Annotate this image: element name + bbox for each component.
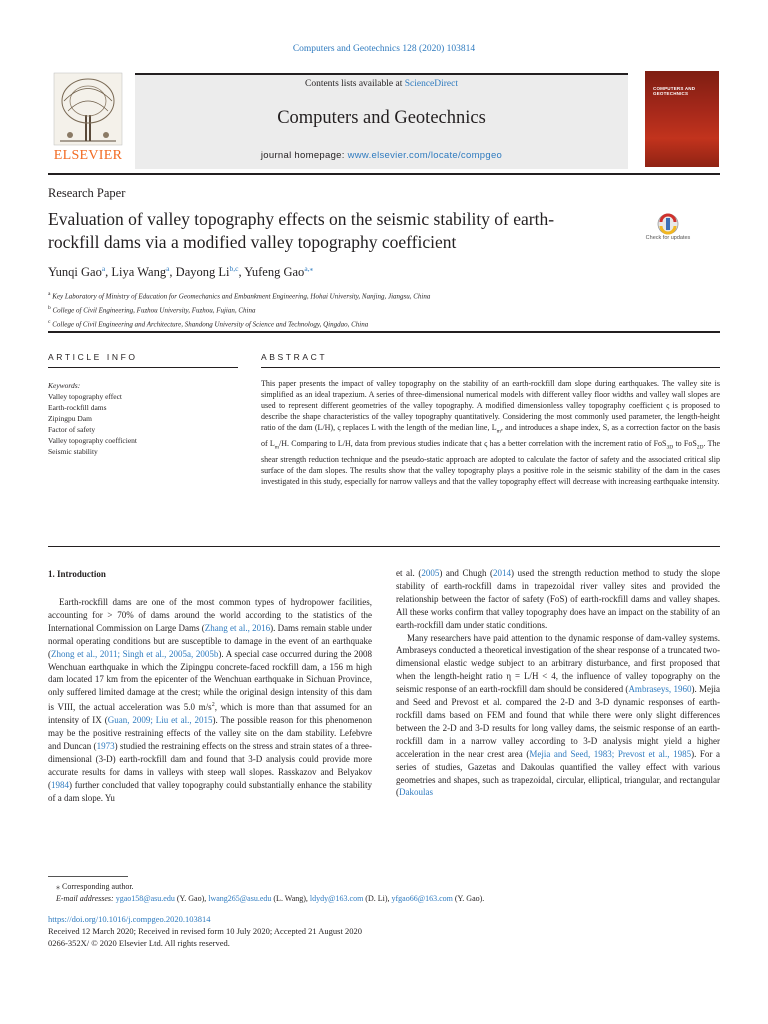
citation-link[interactable]: Ambraseys, 1960 [628, 684, 692, 695]
article-type: Research Paper [48, 186, 126, 200]
email-label: E-mail addresses: [56, 894, 116, 903]
body-text: ). The possible reason for this phenomenon may be the positive restraining effects of the valley site on the dam stability. Lefebvre and Duncan ( [48, 715, 372, 751]
affiliation-text: College of Civil Engineering and Architecture, Shandong University of Science and Technology, Qingdao, China [52, 319, 369, 328]
body-column-right [396, 567, 720, 799]
affiliation-item [48, 303, 708, 317]
author-separator: , [105, 265, 112, 280]
body-text: ). Mejia and Seed and Prevost et al. compared the 2-D and 3-D dynamic responses of earth-rockfill dams based on FEM and found that while there were only slight differences between the 2-D and 3-D results for long valley dams, the seismic response of an earth-rockfill dam in a narrow valley according to 3-D analysis might yield a higher acceleration in the near crest area ( [396, 684, 720, 759]
elsevier-wordmark: ELSEVIER [53, 148, 123, 163]
crossmark-icon[interactable] [650, 212, 686, 248]
citation-link[interactable]: 1984 [51, 779, 69, 790]
title-line-1: Evaluation of valley topography effects on the seismic stability of earth- [48, 209, 555, 229]
affiliations [48, 289, 708, 330]
keyword: Seismic stability [48, 447, 98, 456]
body-text: , which is more than that assumed for an intensity of IX ( [48, 702, 373, 726]
abstract-bottom-rule [48, 546, 720, 547]
sciencedirect-link[interactable]: ScienceDirect [404, 79, 458, 89]
abstract-part: /H. Comparing to L/H, data from previous studies indicate that ς has a better correlation with the increment ratio of FoS [279, 439, 667, 449]
corresponding-author-note: ⁎ Corresponding author. [56, 882, 134, 891]
body-paragraph [396, 567, 720, 632]
body-text: Many researchers have paid attention to the dynamic response of dam-valley systems. Ambraseys conducted a theoretical investigation of the shear response of a truncated two-dimensional elastic wedge subject to an arbitrary disturbance, and first proposed that when the length-height ratio η = L/H < 4, the influence of valley topography on the seismic response of an earth-rockfill dam should be considered ( [396, 632, 720, 695]
superscript: 2 [211, 702, 215, 709]
article-title [48, 208, 628, 254]
author-name: Yufeng Gao [244, 265, 305, 280]
abstract-part: to FoS [673, 439, 697, 449]
keyword: Earth-rockfill dams [48, 403, 107, 412]
abstract-subscript: 3D [666, 444, 674, 451]
author-affil-sup[interactable]: a [166, 264, 170, 273]
abstract-heading: ABSTRACT [261, 352, 328, 362]
section-heading-introduction: 1. Introduction [48, 569, 106, 579]
contents-prefix: Contents lists available at [304, 79, 405, 89]
keywords-block [48, 380, 238, 457]
body-text: ). A special case occurred during the 2008 Wenchuan earthquake in which the Zipingpu concrete-faced rockfill dam, a 156 m high dam located 17 km from the epicenter of the Wenchuan earthquake in Sichuan Province, only suffered limited damage at the crest; while the original design intensity of this dam is VIII, the actual acceleration was 5.0 m/s [48, 648, 372, 713]
keyword: Valley topography effect [48, 392, 123, 401]
abstract-subscript: m [274, 444, 280, 451]
journal-reference[interactable]: Computers and Geotechnics 128 (2020) 103814 [292, 44, 476, 54]
keyword: Zipingpu Dam [48, 414, 92, 423]
author-name: Dayong Li [175, 265, 230, 280]
affiliation-text: College of Civil Engineering, Fuzhou University, Fuzhou, Fujian, China [52, 306, 256, 315]
author-separator: , [169, 265, 176, 280]
contents-line [135, 79, 628, 89]
citation-link[interactable]: 2014 [493, 568, 512, 578]
affiliation-sup: a [48, 291, 51, 297]
author-list [48, 264, 313, 280]
affiliation-text: Key Laboratory of Ministry of Education for Geomechanics and Embankment Engineering, Hohai University, Nanjing, Jiangsu, China [52, 292, 431, 301]
journal-cover-title: COMPUTERS AND GEOTECHNICS [653, 86, 696, 96]
body-text: Earth-rockfill dams are one of the most common types of hydropower facilities, accounting for > 70% of dams around the world according to the statistics of the International Commission on Large Dams ( [48, 597, 372, 633]
author-separator: , [238, 265, 245, 280]
author-name: Yunqi Gao [48, 265, 102, 280]
article-info-rule [48, 367, 238, 368]
citation-link[interactable]: 1973 [96, 740, 115, 751]
abstract-rule [261, 367, 720, 368]
body-text: ) and Chugh ( [439, 568, 494, 578]
header-rule [48, 173, 720, 175]
email-addresses [48, 893, 720, 905]
email-owner: (Y. Gao). [452, 894, 485, 903]
doi-link[interactable]: https://doi.org/10.1016/j.compgeo.2020.103814 [48, 914, 211, 924]
body-text: ) studied the restraining effects on the stress and strain states of a three-dimensional (3-D) earth-rockfill dam and found that 3-D analysis could provide more accurate results for dams in valleys with steep wall slopes. Rasskazov and Belyakov ( [48, 740, 372, 790]
body-text: ). For a series of studies, Gazetas and Dakoulas quantified the valley effect with various geometries and shapes, such as trapezoidal, circular, elliptical, triangular, and rectangular ( [396, 748, 720, 798]
keyword: Factor of safety [48, 425, 96, 434]
article-info-heading: ARTICLE INFO [48, 352, 138, 362]
received-dates: Received 12 March 2020; Received in revised form 10 July 2020; Accepted 21 August 2020 [48, 926, 362, 936]
footnotes [48, 881, 720, 905]
homepage-label: journal homepage: [260, 150, 348, 161]
email-owner: (D. Li), [363, 894, 392, 903]
copyright-line: 0266-352X/ © 2020 Elsevier Ltd. All rights reserved. [48, 938, 230, 948]
affiliation-sup: c [48, 318, 51, 325]
title-line-2: rockfill dams via a modified valley topography coefficient [48, 232, 457, 252]
citation-link[interactable]: 2005 [421, 568, 440, 578]
email-link[interactable]: lwang265@asu.edu [208, 894, 272, 903]
citation-link[interactable]: Dakoulas [399, 787, 433, 798]
footnote-rule [48, 876, 128, 877]
citation-link[interactable]: Zhong et al., 2011; Singh et al., 2005a, 2005b [51, 648, 219, 659]
body-column-left [48, 596, 372, 805]
email-owner: (L. Wang), [271, 894, 310, 903]
body-text: ) further concluded that valley topography could substantially enhance the stability of a dam slope. Yu [48, 779, 372, 803]
article-meta [48, 913, 362, 949]
homepage-link[interactable]: www.elsevier.com/locate/compgeo [347, 150, 503, 161]
affiliation-sup: b [48, 304, 51, 311]
author-name: Liya Wang [111, 265, 167, 280]
crossmark-label: Check for updates [645, 235, 691, 241]
author-affil-sup[interactable]: b,c [229, 264, 239, 273]
journal-homepage [135, 150, 628, 161]
body-paragraph [396, 632, 720, 800]
email-link[interactable]: ldydy@163.com [309, 894, 364, 903]
abstract-part: . The shear strength reduction technique and the pseudo-static approach are adopted to calculate the factor of safety and the associated critical slip surface of the dam slopes. The results show that the valley topography plays a positive role in the seismic stability of the dam in the cases investigated in this study, especially for narrow valleys and that the valley topography effect will decrease with increasing earthquake intensity. [261, 439, 721, 486]
abstract-text [261, 378, 720, 487]
email-owner: (Y. Gao), [174, 894, 209, 903]
abstract-subscript: m [496, 428, 501, 435]
abstract-part: This paper presents the impact of valley topography on the stability of an earth-rockfill dam slope during earthquakes. The valley site is simplified as an ideal trapezium. A series of three-dimensional numerical models with different valley floor widths and valley wall slopes are used to represent different geometries of the valley topography. A modified dimensionless valley topography coefficient ς is proposed to describe the shape characteristics of the valley topography quantitatively. Considering the most commonly used parameter, the length-height ratio of the dam (L/H), ς replaces L with the length of the median line, L [261, 379, 720, 433]
keywords-label: Keywords: [48, 381, 81, 390]
author-affil-sup[interactable]: a,⁎ [304, 264, 314, 273]
body-text: ). Dams remain stable under normal operating conditions but are susceptible to damage in the event of an earthquake ( [48, 622, 373, 659]
citation-link[interactable]: Zhang et al., 2016 [204, 622, 271, 633]
keyword: Valley topography coefficient [48, 436, 137, 445]
affiliation-item [48, 317, 708, 331]
body-paragraph [48, 596, 372, 805]
journal-title: Computers and Geotechnics [277, 108, 486, 128]
body-text: et al. ( [396, 568, 422, 578]
email-link[interactable]: yfgao66@163.com [391, 894, 453, 903]
title-block-rule [48, 331, 720, 333]
citation-link[interactable]: Guan, 2009; Liu et al., 2015 [107, 715, 213, 726]
citation-link[interactable]: Mejia and Seed, 1983; Prevost et al., 1985 [529, 748, 692, 759]
abstract-subscript: 2D [696, 444, 704, 451]
email-link[interactable]: ygao158@asu.edu [115, 894, 175, 903]
body-text: ) used the strength reduction method to study the slope stability of earth-rockfill dams in trapezoidal river valley sites and provided the relationship between the factor of safety (FoS) of earth-rockfill dams and valley shapes. All these works confirm that valley topography does have an impact on the stability of an earth-rockfill dam under static conditions. [396, 568, 720, 630]
author-affil-sup[interactable]: a [101, 264, 106, 273]
affiliation-item [48, 289, 708, 303]
abstract-part: , and introduces a shape index, S, as a correction factor on the basis of L [261, 423, 720, 449]
